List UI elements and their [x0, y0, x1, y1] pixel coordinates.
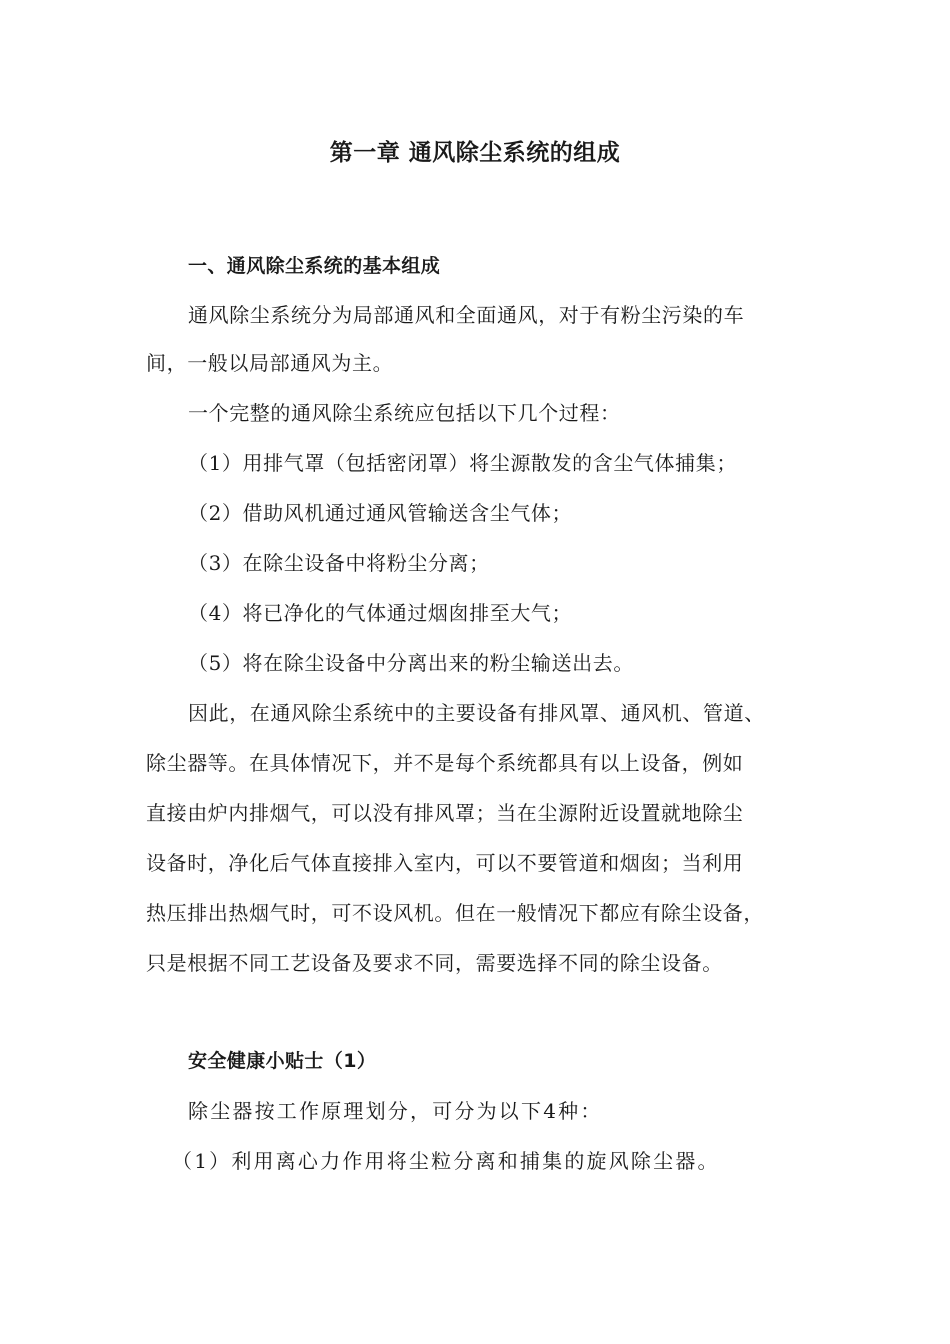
section-heading: 一、通风除尘系统的基本组成 [188, 255, 441, 277]
tips-heading: 安全健康小贴士（1） [188, 1050, 377, 1072]
chapter-title: 第一章 通风除尘系统的组成 [329, 140, 621, 166]
list-item: （1）利用离心力作用将尘粒分离和捕集的旋风除尘器。 [172, 1149, 720, 1173]
paragraph-line: 热压排出热烟气时，可不设风机。但在一般情况下都应有除尘设备， [146, 901, 764, 925]
list-item: （2）借助风机通过通风管输送含尘气体； [188, 501, 573, 525]
paragraph-line: 通风除尘系统分为局部通风和全面通风，对于有粉尘污染的车 [188, 303, 745, 327]
paragraph-line: 一个完整的通风除尘系统应包括以下几个过程： [188, 401, 621, 425]
list-item: （1）用排气罩（包括密闭罩）将尘源散发的含尘气体捕集； [188, 451, 737, 475]
list-item: （5）将在除尘设备中分离出来的粉尘输送出去。 [188, 651, 634, 675]
paragraph-line: 因此，在通风除尘系统中的主要设备有排风罩、通风机、管道、 [188, 701, 765, 725]
paragraph-line: 只是根据不同工艺设备及要求不同，需要选择不同的除尘设备。 [146, 951, 723, 975]
list-item: （4）将已净化的气体通过烟囱排至大气； [188, 601, 573, 625]
paragraph-line: 直接由炉内排烟气，可以没有排风罩；当在尘源附近设置就地除尘 [146, 801, 744, 825]
list-item: （3）在除尘设备中将粉尘分离； [188, 551, 490, 575]
paragraph-line: 间，一般以局部通风为主。 [146, 351, 394, 375]
paragraph-line: 除尘器等。在具体情况下，并不是每个系统都具有以上设备，例如 [146, 751, 744, 775]
paragraph-line: 除尘器按工作原理划分，可分为以下4种： [188, 1099, 603, 1123]
paragraph-line: 设备时，净化后气体直接排入室内，可以不要管道和烟囱；当利用 [146, 851, 744, 875]
